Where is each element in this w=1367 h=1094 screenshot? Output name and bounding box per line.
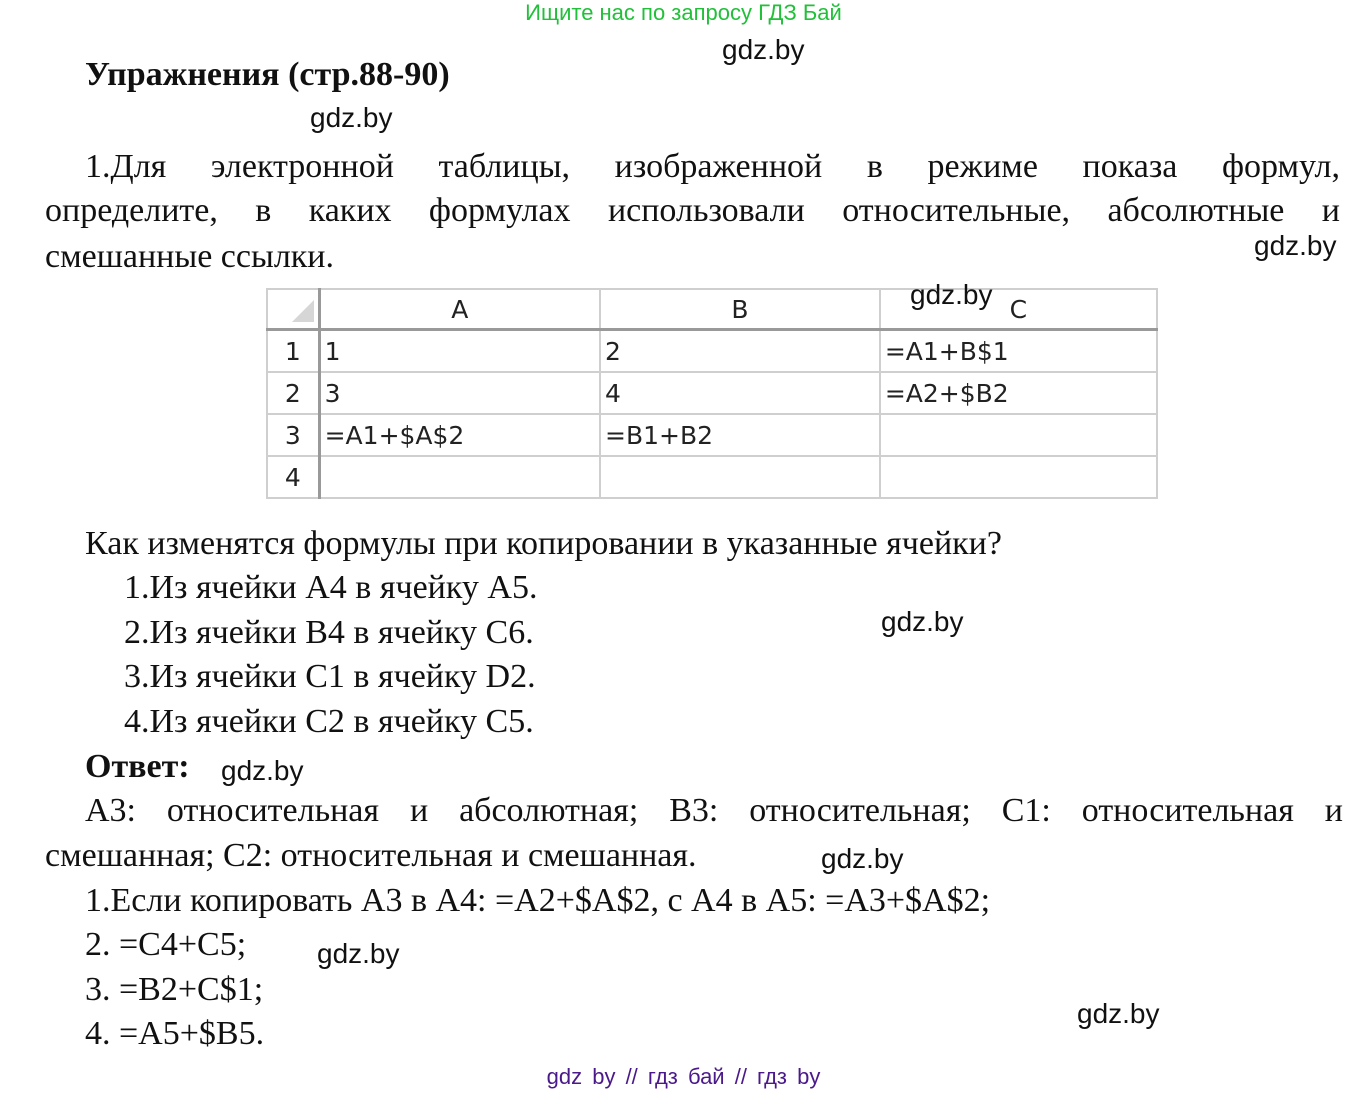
watermark: gdz.by	[1077, 998, 1160, 1029]
table-row	[267, 456, 1157, 498]
cell: =A2+$B2	[880, 372, 1157, 414]
watermark: gdz.by	[310, 102, 393, 133]
watermark: gdz.by	[221, 755, 304, 786]
search-banner: Ищите нас по запросу ГДЗ Бай	[525, 0, 842, 25]
cell	[319, 456, 600, 498]
select-all-corner	[267, 289, 319, 330]
column-header: A	[319, 289, 600, 330]
task-line: определите, в каких формулах использовали относительные, абсолютные и	[45, 192, 1340, 229]
question-item: 2.Из ячейки В4 в ячейку С6.	[124, 614, 534, 651]
column-header-row	[267, 289, 1157, 330]
answer-line: 1.Если копировать А3 в А4: =А2+$А$2, с А4 в А5: =А3+$А$2;	[85, 882, 991, 919]
cell	[880, 414, 1157, 456]
cell: =B1+B2	[600, 414, 880, 456]
question-item: 1.Из ячейки А4 в ячейку А5.	[124, 569, 538, 606]
table-row	[267, 414, 1157, 456]
cell: =A1+$A$2	[319, 414, 600, 456]
column-header: B	[600, 289, 880, 330]
watermark: gdz.by	[1254, 230, 1337, 261]
cell	[880, 456, 1157, 498]
question: Как изменятся формулы при копировании в указанные ячейки?	[85, 525, 1002, 562]
answer-line: смешанная; С2: относительная и смешанная.	[45, 837, 697, 874]
watermark: gdz.by	[881, 606, 964, 637]
row-header: 1	[267, 330, 319, 373]
question-item: 3.Из ячейки С1 в ячейку D2.	[124, 658, 536, 695]
answer-line: 4. =А5+$В5.	[85, 1015, 265, 1052]
corner-triangle-icon	[292, 300, 314, 322]
footer-links: gdz by // гдз бай // гдз by	[546, 1064, 821, 1089]
cell: 2	[600, 330, 880, 373]
column-header: C	[880, 289, 1157, 330]
cell: 1	[319, 330, 600, 373]
watermark: gdz.by	[821, 843, 904, 874]
watermark: gdz.by	[910, 279, 993, 310]
cell: 3	[319, 372, 600, 414]
spreadsheet-table	[266, 288, 1158, 499]
question-item: 4.Из ячейки С2 в ячейку С5.	[124, 703, 534, 740]
cell: =A1+B$1	[880, 330, 1157, 373]
task-line: 1.Для электронной таблицы, изображенной в режиме показа формул,	[85, 148, 1340, 185]
page-title: Упражнения (стр.88-90)	[85, 56, 450, 93]
row-header: 2	[267, 372, 319, 414]
row-header: 3	[267, 414, 319, 456]
task-line: смешанные ссылки.	[45, 238, 334, 275]
cell	[600, 456, 880, 498]
answer-line: 3. =В2+С$1;	[85, 971, 264, 1008]
cell: 4	[600, 372, 880, 414]
table-row	[267, 372, 1157, 414]
watermark: gdz.by	[722, 34, 805, 65]
answer-line: 2. =С4+С5;	[85, 926, 247, 963]
watermark: gdz.by	[317, 938, 400, 969]
answer-line: А3: относительная и абсолютная; В3: относительная; С1: относительная и	[85, 792, 1343, 829]
row-header: 4	[267, 456, 319, 498]
table-row	[267, 330, 1157, 373]
answer-label: Ответ:	[85, 748, 190, 785]
